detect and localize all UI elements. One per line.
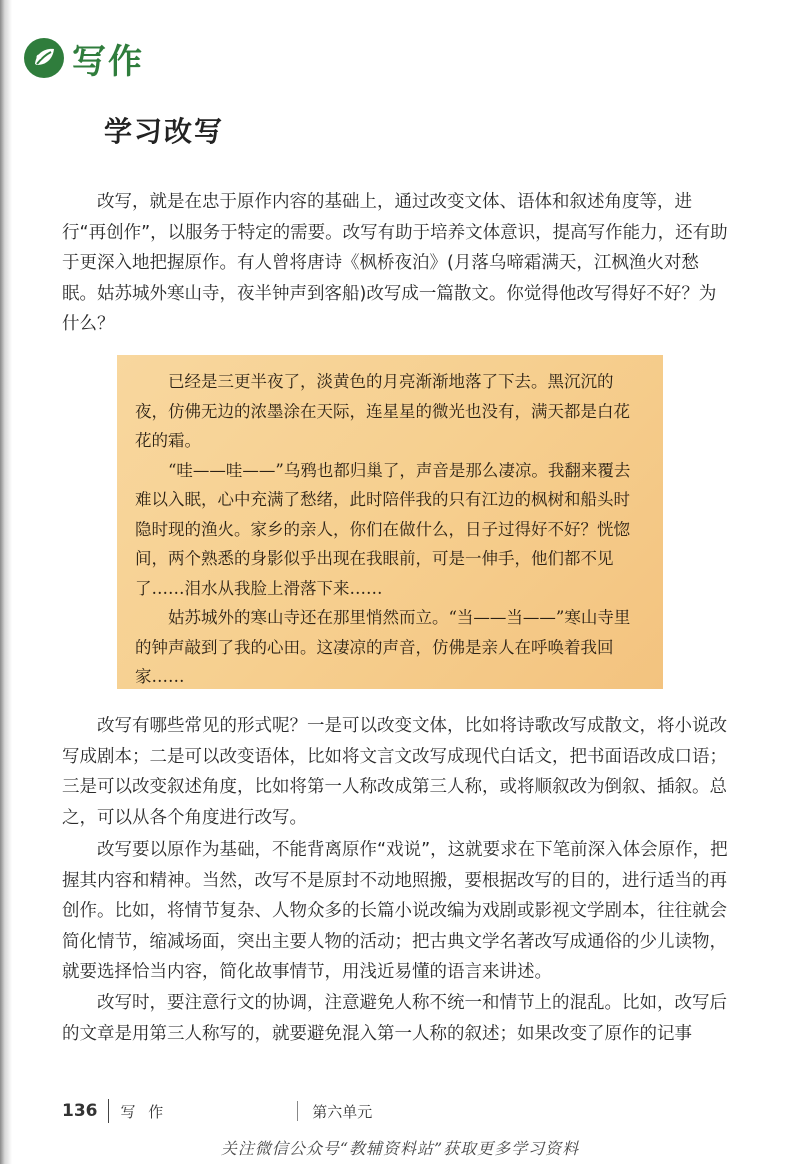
- page-number: 136: [62, 1101, 98, 1121]
- body-paragraph-basis: 改写要以原作为基础，不能背离原作“戏说”，这就要求在下笔前深入体会原作，把握其内容和精神。当然，改写不是原封不动地照搬，要根据改写的目的，进行适当的再创作。比如，将情节复杂、人物众多的长篇小说改编为戏剧或影视文学剧本，往往就会简化情节，缩减场面，突出主要人物的活动；把古典文学名著改写成通俗的少儿读物，就要选择恰当内容，简化故事情节，用浅近易懂的语言来讲述。: [62, 840, 728, 982]
- page-footer: [62, 1096, 372, 1126]
- footer-section-label: 写 作: [120, 1102, 168, 1121]
- excerpt-paragraph: 姑苏城外的寒山寺还在那里悄然而立。“当——当——”寒山寺里的钟声敲到了我的心田。这凄凉的声音，仿佛是亲人在呼唤着我回家……: [135, 608, 631, 686]
- lesson-title: 学习改写: [104, 115, 225, 148]
- intro-paragraph: 改写，就是在忠于原作内容的基础上，通过改变文体、语体和叙述角度等，进行“再创作”，以服务于特定的需要。改写有助于培养文体意识，提高写作能力，还有助于更深入地把握原作。有人曾将唐诗《枫桥夜泊》(月落乌啼霜满天，江枫渔火对愁眠。姑苏城外寒山寺，夜半钟声到客船)改写成一篇散文。你觉得他改写得好不好？为什么？: [62, 192, 728, 334]
- footer-divider: [297, 1101, 298, 1121]
- footer-divider: [108, 1099, 109, 1123]
- page-edge-shadow: [0, 0, 12, 1164]
- body-paragraph-coherence: 改写时，要注意行文的协调，注意避免人称不统一和情节上的混乱。比如，改写后的文章是用第三人称写的，就要避免混入第一人称的叙述；如果改变了原作的记事: [62, 993, 727, 1044]
- footer-unit-label: 第六单元: [312, 1102, 373, 1121]
- body-paragraph-forms: 改写有哪些常见的形式呢？一是可以改变文体，比如将诗歌改写成散文，将小说改写成剧本；二是可以改变语体，比如将文言文改写成现代白话文，把书面语改成口语；三是可以改变叙述角度，比如将第一人称改成第三人称，或将顺叙改为倒叙、插叙。总之，可以从各个角度进行改写。: [62, 716, 727, 828]
- leaf-badge-icon: [24, 38, 64, 78]
- excerpt-box: [117, 355, 663, 689]
- excerpt-paragraph: 已经是三更半夜了，淡黄色的月亮渐渐地落了下去。黑沉沉的夜，仿佛无边的浓墨涂在天际，连星星的微光也没有，满天都是白花花的霜。: [135, 372, 630, 450]
- watermark-text: 关注微信公众号“教辅资料站”获取更多学习资料: [220, 1139, 580, 1158]
- section-header: [24, 36, 144, 80]
- excerpt-paragraph: “哇——哇——”乌鸦也都归巢了，声音是那么凄凉。我翻来覆去难以入眠，心中充满了愁绪，此时陪伴我的只有江边的枫树和船头时隐时现的渔火。家乡的亲人，你们在做什么，日子过得好不好？恍惚间，两个熟悉的身影似乎出现在我眼前，可是一伸手，他们都不见了……泪水从我脸上滑落下来……: [135, 460, 631, 598]
- section-title: 写作: [72, 41, 144, 82]
